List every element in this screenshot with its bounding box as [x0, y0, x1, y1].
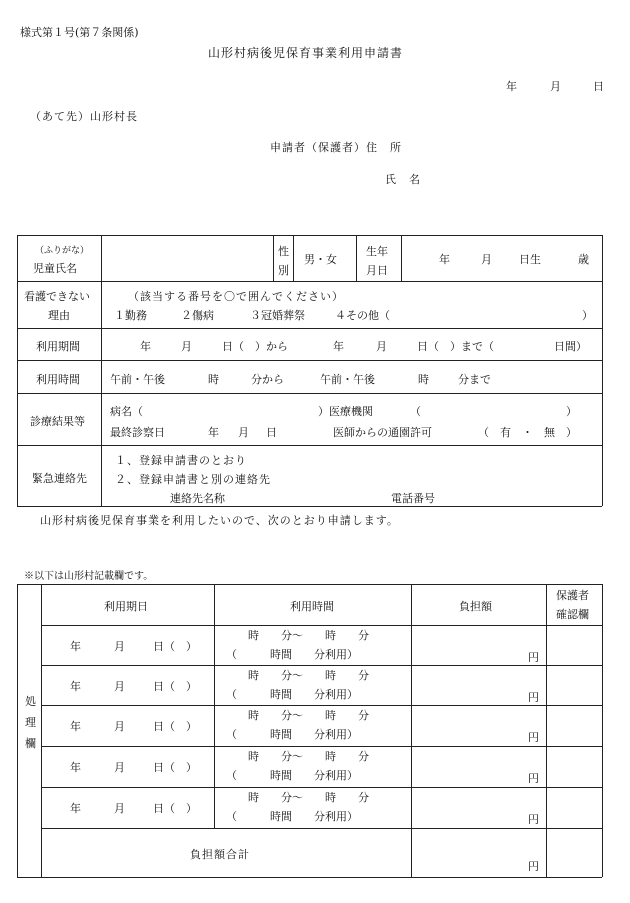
date-month-label: 月 [550, 80, 561, 93]
side-label-3: 欄 [25, 737, 36, 750]
row-year: 年 [70, 640, 81, 653]
time-end-hour: 時 [418, 373, 429, 386]
row-year: 年 [70, 761, 81, 774]
applicant-name-label: 氏 名 [385, 173, 421, 186]
row-day: 日（ ） [153, 802, 197, 815]
sex-label-top: 性 [278, 245, 289, 258]
sex-label-bottom: 別 [278, 264, 289, 277]
time-label: 利用時間 [36, 373, 80, 386]
row-month: 月 [114, 720, 125, 733]
hospital-close-paren: ） [566, 405, 577, 418]
row-month: 月 [114, 680, 125, 693]
date-year-label: 年 [506, 80, 517, 93]
last-visit-month: 月 [238, 426, 249, 439]
birth-label-bottom: 月日 [366, 264, 388, 277]
row-year: 年 [70, 720, 81, 733]
permission-label: 医師からの通園許可 [333, 426, 432, 439]
time-start-hour: 時 [208, 373, 219, 386]
row-yen: 円 [528, 691, 539, 704]
emergency-label: 緊急連絡先 [32, 472, 87, 485]
form-number: 様式第１号(第７条関係) [20, 26, 139, 39]
period-end-month: 月 [376, 340, 387, 353]
reason-label-bottom: 理由 [48, 309, 70, 322]
row-time-used: （ 時間 分利用） [226, 810, 358, 823]
birth-label-top: 生年 [366, 245, 388, 258]
last-visit-label: 最終診察日 [110, 426, 165, 439]
row-time-range: 時 分～ 時 分 [248, 669, 369, 682]
office-use-note: ※以下は山形村記載欄です。 [24, 571, 154, 582]
reason-option-1[interactable]: １勤務 [114, 309, 147, 322]
row-day: 日（ ） [153, 680, 197, 693]
row-yen: 円 [528, 651, 539, 664]
reason-option-3[interactable]: ３冠婚葬祭 [250, 309, 305, 322]
last-visit-year: 年 [208, 426, 219, 439]
row-month: 月 [114, 802, 125, 815]
time-end-min: 分まで [458, 373, 491, 386]
phone-label: 電話番号 [391, 492, 435, 505]
reason-option-4[interactable]: ４その他（ [335, 309, 390, 322]
time-end-ampm[interactable]: 午前・午後 [320, 373, 375, 386]
child-name-field[interactable] [104, 238, 271, 279]
row-time-range: 時 分～ 時 分 [248, 629, 369, 642]
row-day: 日（ ） [153, 720, 197, 733]
emergency-option-2[interactable]: ２、登録申請書と別の連絡先 [115, 473, 271, 486]
reason-label-top: 看護できない [24, 290, 90, 303]
row-time-range: 時 分～ 時 分 [248, 791, 369, 804]
period-end-year: 年 [333, 340, 344, 353]
date-day-label: 日 [593, 80, 604, 93]
age-label: 歳 [578, 253, 589, 266]
diagnosis-label: 診療結果等 [30, 415, 85, 428]
row-yen: 円 [528, 731, 539, 744]
period-start-month: 月 [181, 340, 192, 353]
sex-options[interactable]: 男・女 [304, 253, 337, 266]
application-statement: 山形村病後児保育事業を利用したいので、次のとおり申請します。 [40, 514, 399, 527]
permission-options[interactable]: （ 有 ・ 無 ） [478, 426, 577, 439]
total-yen: 円 [528, 860, 539, 873]
row-time-range: 時 分～ 時 分 [248, 750, 369, 763]
applicant-address-label: 申請者（保護者）住 所 [270, 141, 402, 154]
row-year: 年 [70, 802, 81, 815]
emergency-option-1[interactable]: １、登録申請書のとおり [115, 454, 247, 467]
furigana-label: （ふりがな） [35, 246, 90, 256]
row-month: 月 [114, 761, 125, 774]
hospital-open-paren: （ [410, 405, 421, 418]
period-label: 利用期間 [36, 340, 80, 353]
addressee: （あて先）山形村長 [30, 110, 138, 123]
time-start-ampm[interactable]: 午前・午後 [110, 373, 165, 386]
row-yen: 円 [528, 772, 539, 785]
birth-year: 年 [439, 253, 450, 266]
row-time-range: 時 分～ 時 分 [248, 709, 369, 722]
side-label-1: 処 [25, 695, 36, 708]
period-end-day: 日（ ）まで（ [417, 340, 494, 353]
row-time-used: （ 時間 分利用） [226, 648, 358, 661]
last-visit-day: 日 [266, 426, 277, 439]
row-time-used: （ 時間 分利用） [226, 728, 358, 741]
col-header-confirm-bottom: 確認欄 [556, 608, 589, 621]
row-yen: 円 [528, 813, 539, 826]
disease-name-label: 病名（ [110, 405, 143, 418]
row-day: 日（ ） [153, 761, 197, 774]
hospital-label: ）医療機関 [318, 405, 373, 418]
row-time-used: （ 時間 分利用） [226, 688, 358, 701]
row-month: 月 [114, 640, 125, 653]
col-header-date: 利用期日 [104, 600, 148, 613]
row-day: 日（ ） [153, 640, 197, 653]
side-label-2: 理 [25, 716, 36, 729]
birth-day: 日生 [519, 253, 541, 266]
period-start-day: 日（ ）から [222, 340, 288, 353]
col-header-time: 利用時間 [290, 600, 334, 613]
row-time-used: （ 時間 分利用） [226, 769, 358, 782]
reason-close-paren: ） [582, 309, 593, 322]
contact-name-label: 連絡先名称 [170, 492, 225, 505]
total-label: 負担額合計 [190, 848, 250, 861]
child-name-label: 児童氏名 [33, 262, 77, 275]
col-header-fee: 負担額 [459, 600, 492, 613]
period-start-year: 年 [140, 340, 151, 353]
period-days: 日間） [554, 340, 587, 353]
birth-month: 月 [481, 253, 492, 266]
time-start-min: 分から [251, 373, 284, 386]
reason-instruction: （該当する番号を〇で囲んでください） [128, 290, 344, 303]
page-title: 山形村病後児保育事業利用申請書 [208, 46, 404, 60]
reason-option-2[interactable]: ２傷病 [181, 309, 214, 322]
col-header-confirm-top: 保護者 [556, 589, 589, 602]
row-year: 年 [70, 680, 81, 693]
